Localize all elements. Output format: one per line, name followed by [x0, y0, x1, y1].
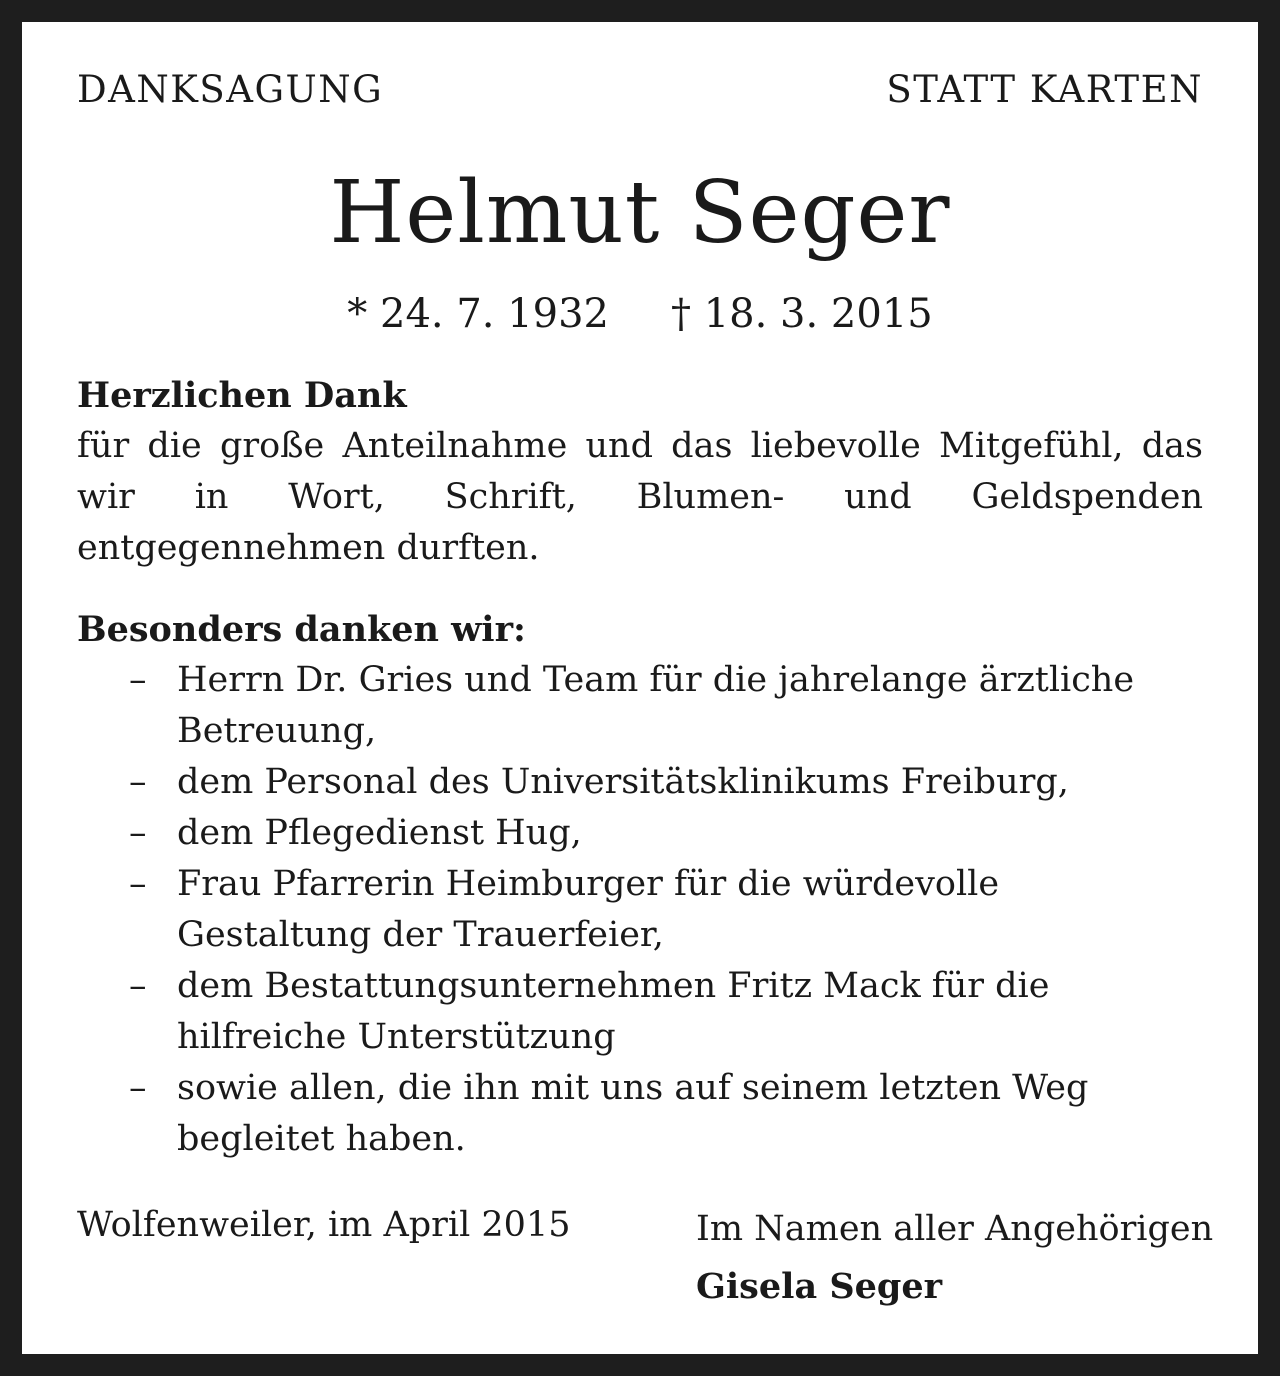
header-danksagung: DANKSAGUNG [77, 68, 384, 111]
signature-block [696, 1200, 1213, 1316]
special-thanks-list [77, 655, 1203, 1165]
list-item-text: dem Personal des Universitätsklinikums Freiburg, [177, 762, 1069, 802]
dash-bullet: – [129, 864, 147, 904]
place-and-date: Wolfenweiler, im April 2015 [77, 1205, 571, 1245]
list-item [77, 655, 1203, 757]
list-item [77, 859, 1203, 961]
obituary-card [22, 22, 1258, 1354]
list-item-text: Herrn Dr. Gries und Team für die jahrelange ärztliche Betreuung, [177, 660, 1135, 751]
dash-bullet: – [129, 660, 147, 700]
list-item [77, 757, 1203, 808]
birth-date: * 24. 7. 1932 [347, 291, 609, 337]
deceased-name: Helmut Seger [329, 163, 951, 263]
header-statt-karten: STATT KARTEN [886, 68, 1203, 111]
list-item-text: sowie allen, die ihn mit uns auf seinem letzten Weg begleitet haben. [177, 1068, 1089, 1159]
list-item-text: Frau Pfarrerin Heimburger für die würdevolle Gestaltung der Trauerfeier, [177, 864, 1000, 955]
dash-bullet: – [129, 813, 147, 853]
life-dates [22, 290, 1258, 338]
dash-bullet: – [129, 762, 147, 802]
on-behalf-line: Im Namen aller Angehörigen [696, 1209, 1214, 1249]
list-item [77, 808, 1203, 859]
list-item [77, 1063, 1203, 1165]
list-item [77, 961, 1203, 1063]
thanks-heading: Herzlichen Dank [77, 375, 407, 416]
signer-name: Gisela Seger [696, 1266, 943, 1307]
list-item-text: dem Bestattungsunternehmen Fritz Mack für die hilfreiche Unterstützung [177, 966, 1050, 1057]
thanks-text: für die große Anteilnahme und das liebevolle Mitgefühl, das wir in Wort, Schrift, Blumen- und Geldspenden entgegennehmen durften. [77, 426, 1203, 568]
dash-bullet: – [129, 966, 147, 1006]
list-item-text: dem Pflegedienst Hug, [177, 813, 582, 853]
special-thanks-heading: Besonders danken wir: [77, 609, 526, 650]
death-date: † 18. 3. 2015 [671, 291, 933, 337]
dash-bullet: – [129, 1068, 147, 1108]
